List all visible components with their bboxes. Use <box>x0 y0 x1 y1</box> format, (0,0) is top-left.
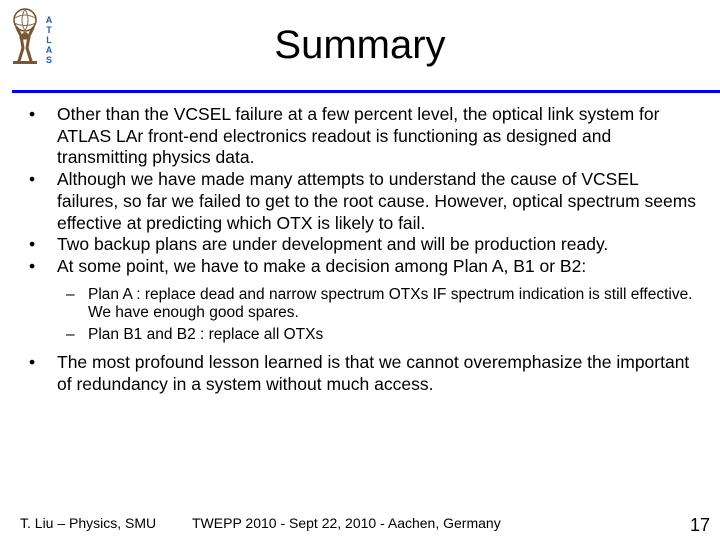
sub-bullet-list <box>0 286 720 345</box>
logo-letter: S <box>45 55 53 65</box>
footer-event: TWEPP 2010 - Sept 22, 2010 - Aachen, Germany <box>192 515 501 531</box>
sub-bullet-item: – Plan B1 and B2 : replace all OTXs <box>0 326 720 345</box>
bullet-item: • Although we have made many attempts to understand the cause of VCSEL failures, so far we failed to get to the root cause. However, optical spectrum seems effective at predicting which OTX is likely to fail. <box>0 169 720 234</box>
bullet-item: • Other than the VCSEL failure at a few percent level, the optical link system for ATLAS LAr front-end electronics readout is functioning as designed and transmitting physics data. <box>0 104 720 169</box>
bullet-list <box>0 352 720 395</box>
logo-letter: T <box>46 25 52 35</box>
logo-letter: A <box>45 15 53 25</box>
page-number: 17 <box>689 515 710 535</box>
bullet-item: • Two backup plans are under development and will be production ready. <box>0 234 720 256</box>
bullet-item: • At some point, we have to make a decision among Plan A, B1 or B2: <box>0 256 720 278</box>
footer-author: T. Liu – Physics, SMU <box>20 515 157 531</box>
slide-title: Summary <box>274 23 446 67</box>
bullet-item: • The most profound lesson learned is that we cannot overemphasize the important of redundancy in a system without much access. <box>0 352 720 395</box>
slide-body <box>0 104 720 396</box>
sub-bullet-item: – Plan A : replace dead and narrow spectrum OTXs IF spectrum indication is still effective. We have enough good spares. <box>0 286 720 323</box>
logo-letter: A <box>45 45 53 55</box>
logo-letter: L <box>46 35 52 45</box>
bullet-list <box>0 104 720 278</box>
title-divider <box>12 90 720 93</box>
